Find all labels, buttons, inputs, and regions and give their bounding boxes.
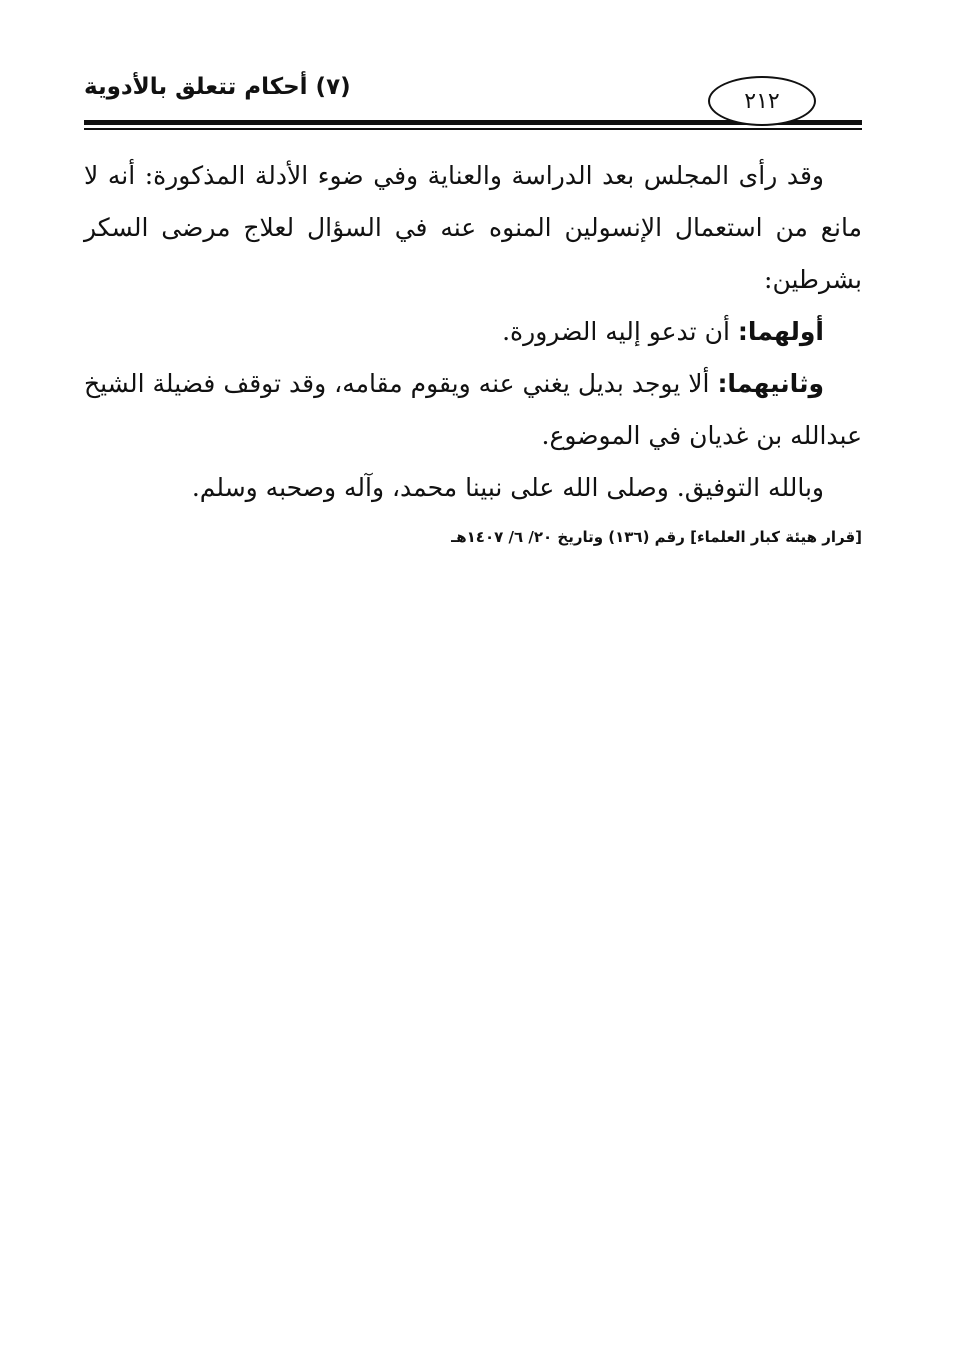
paragraph-condition-1 — [84, 306, 862, 358]
body-text — [84, 150, 862, 514]
paragraph-condition-2 — [84, 358, 862, 462]
condition-1-label: أولهما: — [737, 317, 824, 346]
page-number-badge — [708, 76, 816, 126]
running-title: (٧) أحكام تتعلق بالأدوية — [84, 74, 351, 100]
header-rule-thin — [84, 128, 862, 130]
condition-2-text: ألا يوجد بديل يغني عنه ويقوم مقامه، وقد توقف فضيلة الشيخ عبدالله بن غديان في الموضوع. — [84, 369, 862, 450]
page-number: ٢١٢ — [744, 88, 780, 114]
condition-2-label: وثانيهما: — [717, 369, 824, 398]
paragraph-closing: وبالله التوفيق. وصلى الله على نبينا محمد، وآله وصحبه وسلم. — [191, 473, 824, 502]
paragraph-decision: وقد رأى المجلس بعد الدراسة والعناية وفي ضوء الأدلة المذكورة: أنه لا مانع من استعمال الإنسولين المنوه عنه في السؤال لعلاج مرضى السكر بشرطين: — [84, 161, 862, 294]
source-citation: [قرار هيئة كبار العلماء] رقم (١٣٦) وتاريخ ٢٠/ ٦/ ١٤٠٧هـ — [451, 528, 862, 546]
condition-1-text: أن تدعو إليه الضرورة. — [502, 317, 738, 346]
page-header — [84, 62, 862, 134]
